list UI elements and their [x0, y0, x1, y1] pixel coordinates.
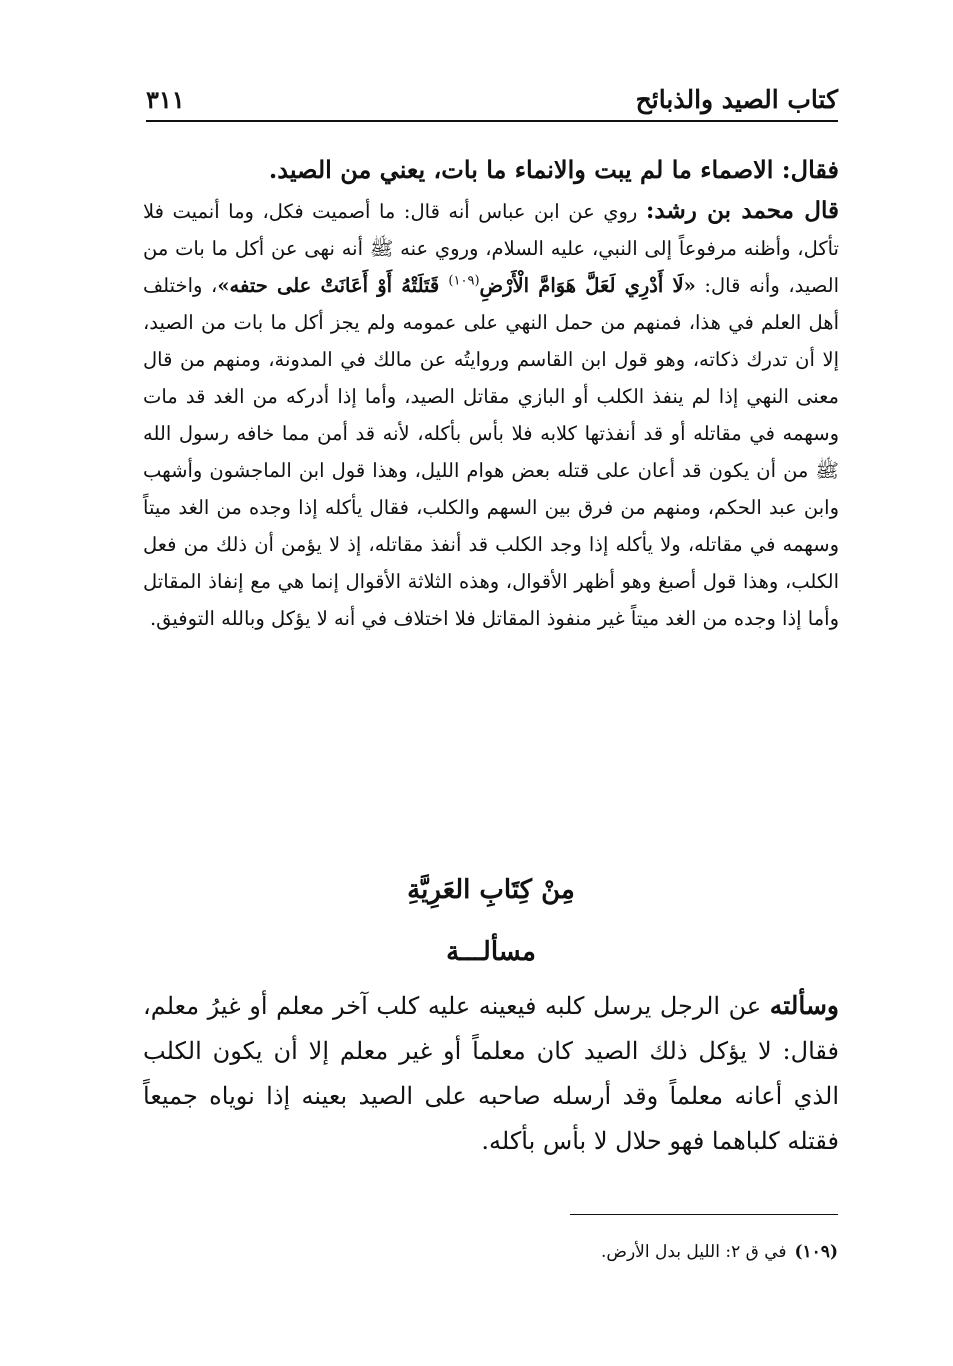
page-header	[146, 72, 838, 122]
page-number: ٣١١	[146, 85, 185, 114]
book-section-title: مِنْ كِتَابِ العَرِيَّةِ	[407, 875, 575, 905]
speaker-label: قال محمد بن رشد:	[645, 197, 839, 224]
hadith-quote-a: «لَا أَدْرِي لَعَلَّ هَوَامَّ الْأَرْضِ	[479, 274, 696, 297]
footnote	[400, 1238, 838, 1266]
paragraph-2-text-a: روي عن ابن عباس أنه قال: ما أصميت فكل، وما أنميت فلا تأكل، وأظنه مرفوعاً إلى النبي، عليه السلام، وروي عنه ﷺ أنه نهى عن أكل ما بات من الصيد، وأنه قال:	[143, 200, 840, 297]
footnote-text: في ق ٢: الليل بدل الأرض.	[600, 1242, 787, 1262]
main-text	[143, 150, 839, 637]
question-text	[143, 983, 839, 1164]
footnote-number: (١٠٩)	[794, 1242, 838, 1262]
question-lead-word: وسألته	[769, 991, 839, 1020]
running-title: كتاب الصيد والذبائح	[635, 85, 838, 114]
footnote-divider	[570, 1214, 838, 1215]
question-heading: مسألـــة	[446, 937, 536, 967]
paragraph-1: فقال: الاصماء ما لم يبت والانماء ما بات، يعني من الصيد.	[268, 155, 839, 184]
paragraph-2	[143, 192, 839, 637]
paragraph-2-text-b: ، واختلف أهل العلم في هذا، فمنهم من حمل النهي على عمومه ولم يجز أكل ما بات من الصيد، إلا أن تدرك ذكاته، وهو قول ابن القاسم وروايتُه عن مالك في المدونة، ومنهم من قال معنى النهي إذا لم ينفذ الكلب أو البازي مقاتل الصيد، وأما إذا أدركه من الغد قد مات وسهمه في مقاتله أو قد أنفذتها كلابه فلا بأس بأكله، لأنه قد أمن مما خافه رسول الله ﷺ من أن يكون قد أعان على قتله بعض هوام الليل، وهذا قول ابن الماجشون وأشهب وابن عبد الحكم، ومنهم من فرق بين السهم والكلب، فقال يأكله إذا وجده من الغد ميتاً وسهمه في مقاتله، ولا يأكله إذا وجد الكلب قد أنفذ مقاتله، إذ لا يؤمن أن ذلك من فعل الكلب، وهذا قول أصبغ وهو أظهر الأقوال، وهذه الثلاثة الأقوال إنما هي مع إنفاذ المقاتل وأما إذا وجده من الغد ميتاً غير منفوذ المقاتل فلا اختلاف في أنه لا يؤكل وبالله التوفيق.	[143, 274, 839, 630]
paragraph-3-text: عن الرجل يرسل كلبه فيعينه عليه كلب آخر معلم أو غيرُ معلم، فقال: لا يؤكل ذلك الصيد كان معلماً أو غير معلم إلا أن يكون الكلب الذي أعانه معلماً وقد أرسله صاحبه على الصيد بعينه إذا نوياه جميعاً فقتله كلباهما فهو حلال لا بأس بأكله.	[143, 992, 839, 1155]
hadith-quote-b: قَتَلَتْهُ أَوْ أَعَانَتْ على حتفه»	[217, 274, 449, 297]
paragraph-3	[143, 983, 839, 1164]
footnote-reference: (١٠٩)	[448, 273, 480, 289]
